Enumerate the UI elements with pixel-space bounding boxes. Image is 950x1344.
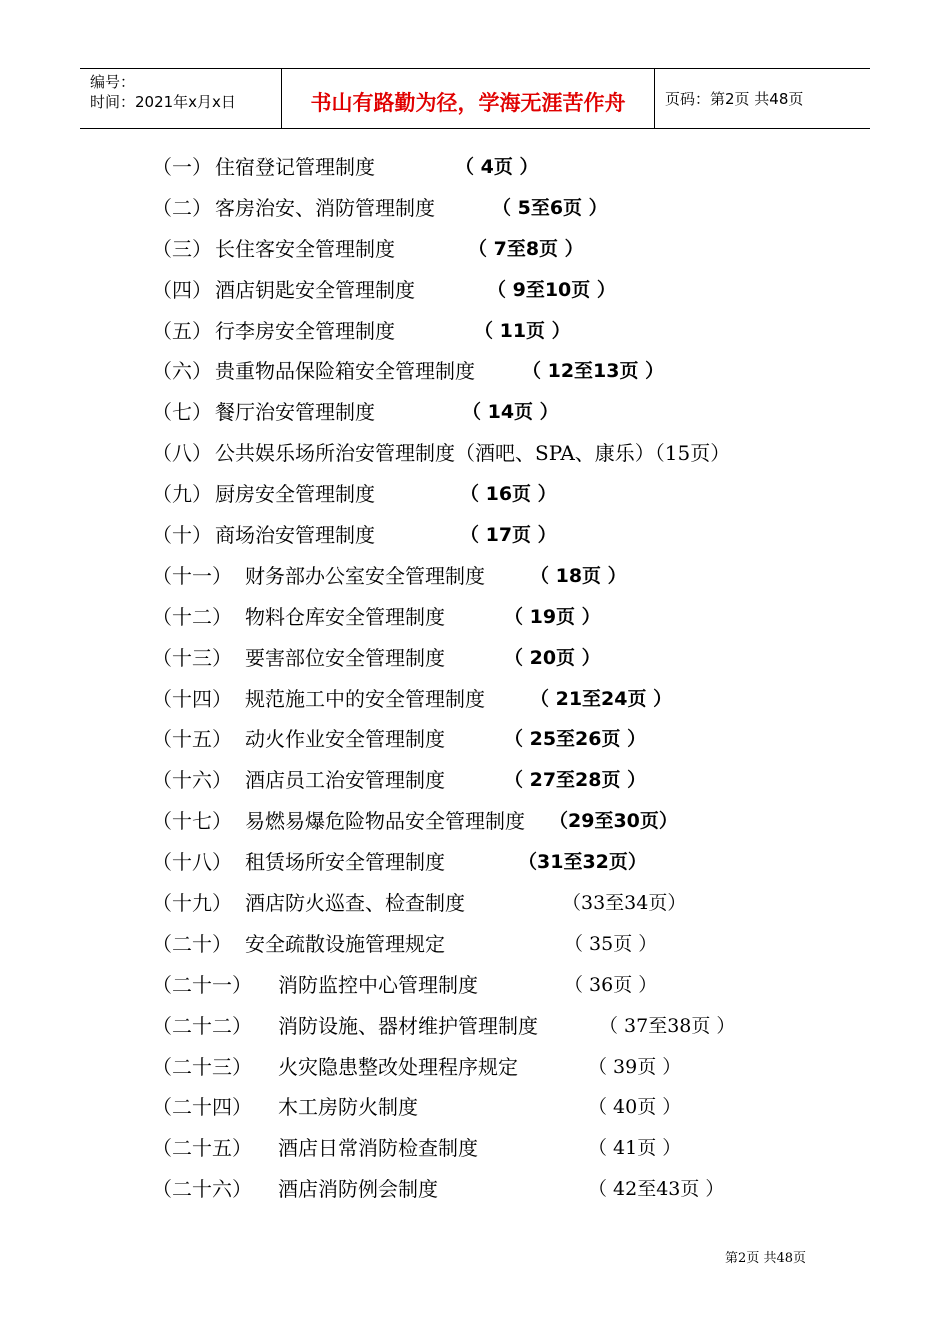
toc-item-title: 公共娱乐场所治安管理制度（酒吧、SPA、康乐）（15页）	[215, 441, 731, 466]
toc-item-pages: （ 19页 ）	[504, 605, 601, 628]
toc-item-title: 长住客安全管理制度	[215, 236, 395, 261]
toc-item-number: （四）	[152, 277, 212, 302]
toc-item-number: （十六）	[152, 768, 232, 793]
header-page-number: 页码：第2页 共48页	[665, 90, 804, 108]
toc-item	[152, 884, 852, 925]
toc-item	[152, 802, 852, 843]
toc-item	[152, 1048, 852, 1089]
toc-item-number: （十四）	[152, 686, 232, 711]
toc-item-title: 消防监控中心管理制度	[278, 972, 478, 997]
toc-item-pages: （29至30页）	[549, 810, 678, 833]
table-of-contents	[152, 148, 852, 1211]
toc-item-number: （二十）	[152, 931, 232, 956]
toc-item	[152, 720, 852, 761]
header-motto: 书山有路勤为径，学海无涯苦作舟	[282, 69, 655, 128]
toc-item-number: （二十四）	[152, 1095, 252, 1120]
toc-item-number: （十八）	[152, 850, 232, 875]
toc-item-number: （二十五）	[152, 1136, 252, 1161]
toc-item-title: 住宿登记管理制度	[215, 155, 375, 179]
toc-item-pages: （ 39页 ）	[588, 1055, 682, 1078]
toc-item	[152, 761, 852, 802]
toc-item-title: 要害部位安全管理制度	[245, 645, 445, 670]
toc-item-title: 租赁场所安全管理制度	[245, 850, 445, 875]
toc-item-title: 行李房安全管理制度	[215, 318, 395, 343]
toc-item	[152, 271, 852, 312]
toc-item	[152, 393, 852, 434]
toc-item	[152, 230, 852, 271]
toc-item-number: （三）	[152, 236, 212, 261]
toc-item-pages: （ 12至13页 ）	[522, 360, 665, 383]
document-number-label: 编号：	[90, 73, 136, 91]
toc-item-pages: （ 25至26页 ）	[504, 728, 647, 751]
toc-item	[152, 1170, 852, 1211]
toc-item-pages: （ 5至6页 ）	[492, 196, 608, 219]
toc-item-title: 物料仓库安全管理制度	[245, 604, 445, 629]
toc-item	[152, 1129, 852, 1170]
document-date: 时间：2021年x月x日	[90, 93, 236, 111]
toc-item-number: （二十三）	[152, 1054, 252, 1079]
toc-item	[152, 312, 852, 353]
toc-item-title: 酒店防火巡查、检查制度	[245, 891, 465, 916]
toc-item	[152, 189, 852, 230]
toc-item-pages: （31至32页）	[518, 851, 647, 874]
toc-item-title: 客房治安、消防管理制度	[215, 195, 435, 220]
toc-item	[152, 475, 852, 516]
toc-item-pages: （ 27至28页 ）	[504, 769, 647, 792]
toc-item-pages: （ 14页 ）	[462, 401, 559, 424]
toc-item	[152, 516, 852, 557]
toc-item-number: （一）	[152, 155, 212, 179]
toc-item-title: 易燃易爆危险物品安全管理制度	[245, 809, 525, 834]
toc-item	[152, 598, 852, 639]
toc-item	[152, 557, 852, 598]
toc-item-pages: （ 20页 ）	[504, 646, 601, 669]
toc-item-title: 酒店消防例会制度	[278, 1177, 438, 1202]
toc-item-number: （二）	[152, 195, 212, 220]
toc-item-pages: （ 40页 ）	[588, 1096, 682, 1119]
toc-item-pages: （ 16页 ）	[460, 483, 557, 506]
toc-item-pages: （ 42至43页 ）	[588, 1178, 725, 1201]
toc-item-number: （八）	[152, 441, 212, 466]
toc-item-number: （二十六）	[152, 1177, 252, 1202]
toc-item-pages: （ 41页 ）	[588, 1137, 682, 1160]
toc-item-pages: （33至34页）	[562, 892, 687, 915]
toc-item-title: 餐厅治安管理制度	[215, 400, 375, 425]
toc-item	[152, 352, 852, 393]
toc-item-title: 酒店钥匙安全管理制度	[215, 277, 415, 302]
toc-item-title: 动火作业安全管理制度	[245, 727, 445, 752]
toc-item-number: （五）	[152, 318, 212, 343]
toc-item-pages: （ 4页 ）	[455, 156, 539, 178]
toc-item	[152, 680, 852, 721]
toc-item-number: （十一）	[152, 563, 232, 588]
toc-item-number: （二十一）	[152, 972, 252, 997]
page-header	[80, 68, 870, 129]
toc-item	[152, 1088, 852, 1129]
toc-item	[152, 148, 852, 189]
toc-item-title: 酒店员工治安管理制度	[245, 768, 445, 793]
toc-item-number: （十五）	[152, 727, 232, 752]
header-meta	[80, 69, 282, 128]
toc-item-pages: （ 35页 ）	[564, 932, 658, 955]
toc-item	[152, 966, 852, 1007]
toc-item-title: 厨房安全管理制度	[215, 482, 375, 507]
toc-item-number: （十七）	[152, 809, 232, 834]
toc-item	[152, 843, 852, 884]
toc-item-number: （十三）	[152, 645, 232, 670]
toc-item-pages: （ 7至8页 ）	[468, 237, 584, 260]
toc-item-title: 木工房防火制度	[278, 1095, 418, 1120]
toc-item-pages: （ 36页 ）	[564, 973, 658, 996]
toc-item-title: 酒店日常消防检查制度	[278, 1136, 478, 1161]
toc-item-title: 规范施工中的安全管理制度	[245, 686, 485, 711]
toc-item-pages: （ 37至38页 ）	[599, 1014, 736, 1037]
toc-item	[152, 434, 852, 475]
toc-item-pages: （ 9至10页 ）	[487, 278, 616, 301]
toc-item-title: 商场治安管理制度	[215, 523, 375, 548]
toc-item-number: （六）	[152, 359, 212, 384]
toc-item-title: 消防设施、器材维护管理制度	[278, 1013, 538, 1038]
toc-item-title: 安全疏散设施管理规定	[245, 931, 445, 956]
toc-item-pages: （ 17页 ）	[460, 524, 557, 547]
toc-item-number: （十）	[152, 523, 212, 548]
page-footer: 第2页 共48页	[725, 1251, 806, 1266]
toc-item-title: 贵重物品保险箱安全管理制度	[215, 359, 475, 384]
toc-item-number: （七）	[152, 400, 212, 425]
toc-item-pages: （ 11页 ）	[474, 319, 571, 342]
toc-item-number: （二十二）	[152, 1013, 252, 1038]
toc-item-number: （十二）	[152, 604, 232, 629]
toc-item-title: 火灾隐患整改处理程序规定	[278, 1054, 518, 1079]
toc-item-pages: （ 21至24页 ）	[530, 687, 673, 710]
toc-item-number: （十九）	[152, 891, 232, 916]
toc-item	[152, 925, 852, 966]
toc-item-number: （九）	[152, 482, 212, 507]
toc-item	[152, 639, 852, 680]
toc-item	[152, 1007, 852, 1048]
toc-item-pages: （ 18页 ）	[530, 564, 627, 587]
toc-item-title: 财务部办公室安全管理制度	[245, 563, 485, 588]
